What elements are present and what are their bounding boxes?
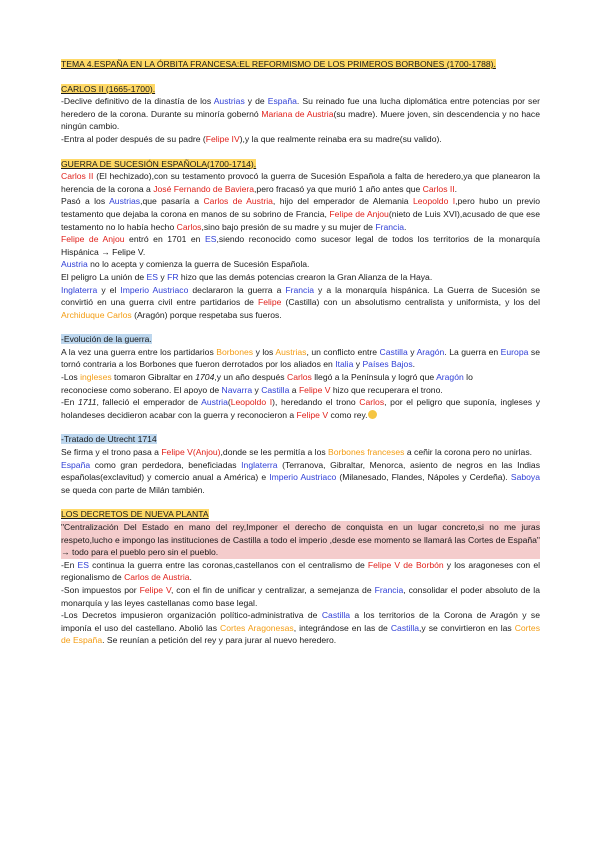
text-run: ,pero fracasó ya que murió 1 año antes que — [254, 183, 423, 194]
paragraph — [61, 271, 540, 284]
text-run: se tornó contraria a los Borbones que fueron derrotados por los aliados en — [61, 346, 540, 370]
section-heading-guerra: GUERRA DE SUCESIÓN ESPAÑOLA(1700-1714). — [61, 158, 257, 169]
document-title — [61, 58, 540, 71]
paragraph — [61, 559, 540, 584]
text-run: declararon la guerra a — [188, 284, 286, 295]
text-run: ES — [205, 234, 217, 245]
text-run: España — [267, 96, 297, 107]
text-run: y — [252, 384, 262, 395]
paragraph — [61, 258, 540, 271]
text-run: . La guerra en — [444, 346, 501, 357]
text-run: Inglaterra — [61, 284, 98, 295]
text-run: continua la guerra entre las coronas,castellanos con el centralismo de — [88, 559, 368, 570]
text-run: Austrias — [109, 196, 141, 207]
text-run: -Son impuestos por — [61, 584, 140, 595]
text-run: a ceñir la corona pero no unirlas. — [404, 447, 533, 458]
text-run: Aragón — [416, 346, 445, 357]
text-run: Francia — [375, 221, 405, 232]
paragraph — [61, 459, 540, 497]
text-run: , un conflicto entre — [306, 346, 380, 357]
text-run: (El hechizado),con su testamento provocó la guerra de Sucesión Española a falta de heredero,ya que planearon la herencia de la corona a — [61, 171, 540, 194]
text-run: Felipe IV — [205, 133, 240, 144]
text-run: ,pero hubo un previo testamento que dejaba la corona en manos de su sobrino de Francia, — [61, 196, 540, 219]
text-run: Leopoldo I — [412, 196, 456, 207]
text-run: y — [353, 359, 363, 370]
text-run: hizo que recuperara el trono. — [330, 384, 443, 395]
text-run: -Entra al poder después de su padre ( — [61, 133, 206, 144]
paragraph — [61, 371, 540, 384]
text-run: -En — [61, 559, 78, 570]
paragraph — [61, 584, 540, 609]
text-run: , con el fin de unificar y centralizar, a semejanza de — [170, 584, 375, 595]
text-run: a — [289, 384, 299, 395]
text-run: Felipe V(Anjou) — [161, 447, 221, 458]
section-carlos-ii — [61, 83, 540, 146]
text-run: Austrias — [275, 346, 307, 357]
text-run: . — [189, 572, 192, 583]
text-run: ( — [227, 397, 231, 408]
text-run: Carlos II — [422, 183, 455, 194]
text-run: ingleses — [80, 372, 112, 383]
section-utrecht — [61, 433, 540, 496]
text-run: A la vez una guerra entre los partidarios — [61, 346, 217, 357]
text-run: , consolidar el poder absoluto de la monarquía y las leyes castellanas como base legal. — [61, 584, 540, 608]
text-run: ES — [146, 271, 158, 282]
text-run: Carlos — [286, 372, 312, 383]
text-run: Aragón — [436, 372, 464, 383]
text-run: España — [61, 459, 91, 470]
text-run: Francia — [374, 584, 404, 595]
text-run: ), heredando el trono — [272, 397, 360, 408]
text-run: Carlos de Austria — [203, 196, 273, 207]
section-heading-utrecht: -Tratado de Utrecht 1714 — [61, 434, 157, 445]
text-run: entró en 1701 en — [124, 234, 205, 245]
text-run: -En — [61, 397, 79, 408]
quote-block: "Centralización Del Estado en mano del rey,Imponer el derecho de conquista en un lugar concreto,si no me juras respeto,lucho e impongo las instituciones de Castilla a todo el imperio ,desde ese momento se llamará las Cortes de España" → todo para el pueblo pero sin el pueblo. — [61, 522, 540, 558]
paragraph — [61, 195, 540, 233]
rich-text — [61, 397, 540, 420]
text-run: Felipe — [257, 297, 282, 308]
text-run: Se firma y el trono pasa a — [61, 447, 162, 458]
paragraph — [61, 384, 540, 397]
text-run: hizo que las demás potencias crearon la Gran Alianza de la Haya. — [178, 271, 433, 282]
text-run: Felipe V — [139, 584, 171, 595]
paragraph — [61, 609, 540, 647]
text-run: Castilla — [379, 346, 408, 357]
text-run: Mariana de Austria — [261, 108, 334, 119]
text-run: Austrias — [213, 96, 245, 107]
text-run: ES — [77, 559, 89, 570]
text-run: Francia — [285, 284, 315, 295]
text-run: . — [454, 183, 458, 194]
text-run: Archiduque Carlos — [61, 309, 132, 320]
text-run: Europa — [500, 346, 529, 357]
text-run: reconociese como soberano. El apoyo de — [61, 384, 222, 395]
text-run: , hijo del emperador de Alemania — [272, 196, 413, 207]
text-run: Austria — [61, 259, 88, 270]
text-run: Carlos de Austria — [124, 572, 190, 583]
text-run: Felipe de Anjou — [329, 208, 389, 219]
text-run: Carlos II — [61, 171, 94, 182]
text-run: ,donde se les permitía a los — [220, 447, 329, 458]
text-run: Italia — [335, 359, 354, 370]
text-run: Borbones — [216, 346, 254, 357]
text-run: y — [158, 271, 168, 282]
text-run: Países Bajos — [362, 359, 413, 370]
text-run: (Castilla) con un absolutismo centralista y uniformista, y los del — [281, 297, 540, 308]
section-heading-evolucion: -Evolución de la guerra. — [61, 334, 152, 345]
paragraph — [61, 95, 540, 133]
text-run: Imperio Austriaco — [269, 472, 337, 483]
text-run: Felipe de Anjou — [61, 234, 125, 245]
text-run: , integrándose en las de — [293, 622, 391, 633]
text-run: ,sino bajo presión de su madre y su mujer de — [201, 221, 376, 232]
text-run: Navarra — [221, 384, 253, 395]
text-run: (Terranova, Gibraltar, Menorca, asiento de negros en las Indias españolas(exclavitud) y comercio anual a América) e — [61, 459, 540, 483]
text-run: llegó a la Península y logró que — [311, 372, 437, 383]
text-run: como gran perdedora, beneficiadas — [90, 459, 242, 470]
text-run: José Fernando de Baviera — [153, 183, 255, 194]
smiling-face-emoji-icon — [368, 410, 377, 419]
text-run: Imperio Austriaco — [120, 284, 189, 295]
text-run: Castilla — [321, 610, 351, 621]
text-run: FR — [167, 271, 179, 282]
text-run: Austria — [201, 397, 228, 408]
text-run: -Declive definitivo de la dinastía de los — [61, 96, 214, 107]
text-run: (Aragón) porque respetaba sus fueros. — [131, 309, 282, 320]
section-guerra-sucesion — [61, 158, 540, 322]
text-run: -Los Decretos impusieron organización político-administrativa de — [61, 610, 322, 621]
text-run: , falleció el emperador de — [96, 397, 202, 408]
text-run: Pasó a los — [61, 196, 110, 207]
text-run: Inglaterra — [241, 459, 278, 470]
text-run: Castilla — [261, 384, 290, 395]
title-text: TEMA 4.ESPAÑA EN LA ÓRBITA FRANCESA:EL REFORMISMO DE LOS PRIMEROS BORBONES (1700-1788). — [61, 59, 496, 69]
text-run: . — [412, 359, 416, 370]
text-run: Felipe V de Borbón — [367, 559, 444, 570]
text-run: Leopoldo I — [230, 397, 273, 408]
paragraph — [61, 233, 540, 258]
text-run: ,y se convirtieron en las — [419, 622, 515, 633]
text-run: -Los — [61, 372, 81, 383]
text-run: y a la monarquía hispánica. La Guerra de Sucesión se convirtió en una guerra civil entre partidarios de — [61, 284, 540, 308]
text-run: Carlos — [176, 221, 202, 232]
text-run: 1711 — [78, 397, 97, 408]
paragraph — [61, 170, 540, 195]
text-run: y de — [244, 96, 268, 107]
section-evolucion — [61, 333, 540, 421]
text-run: ),y la que realmente reinaba era su madre(su valido). — [239, 133, 442, 144]
text-run: Borbones franceses — [328, 447, 405, 458]
text-run: y los — [253, 346, 276, 357]
text-run: y — [407, 346, 417, 357]
text-run: Felipe V — [298, 384, 331, 395]
text-run: El peligro La unión de — [61, 271, 147, 282]
text-run: lo — [463, 372, 473, 383]
text-run: Felipe V — [296, 409, 329, 420]
text-run: , por el peligro que suponía, ingleses y holandeses decidieron acabar con la guerra y reconocieron a — [61, 397, 540, 420]
document-page — [61, 58, 540, 647]
text-run: Castilla — [390, 622, 420, 633]
text-run: (su madre). Muere joven, sin descendencia y no hace ningún cambio. — [61, 108, 540, 132]
text-run: no lo acepta y comienza la guerra de Sucesión Española. — [87, 259, 310, 270]
text-run: ,siendo reconocido como sucesor legal de todos los territorios de la monarquía Hispánica → Felipe V. — [61, 234, 540, 257]
text-run: Cortes de España — [61, 622, 540, 646]
text-run: Cortes Aragonesas — [220, 622, 294, 633]
paragraph — [61, 396, 540, 421]
paragraph — [61, 284, 540, 322]
text-run: . Se reunían a petición del rey y para jurar al nuevo heredero. — [102, 635, 337, 646]
text-run: ,que pasaría a — [140, 196, 204, 207]
text-run: y los aragoneses con el regionalismo de — [61, 559, 541, 583]
section-decretos — [61, 508, 540, 647]
text-run: (Milanesado, Flandes, Nápoles y Cerdeña). — [336, 472, 511, 483]
text-run: ,y un año después — [214, 372, 287, 383]
text-run: . Su reinado fue una lucha diplomática entre potencias por ser heredero de la corona. Durante su minoría gobernó — [61, 96, 540, 119]
text-run: tomaron Gibraltar en — [111, 372, 196, 383]
section-heading-decretos: LOS DECRETOS DE NUEVA PLANTA — [61, 509, 209, 520]
paragraph — [61, 133, 540, 146]
paragraph — [61, 446, 540, 459]
text-run: a los territorios de la Corona de Aragón y se imponía el uso del castellano. Abolió las — [61, 610, 541, 633]
text-run: se queda con parte de Milán también. — [61, 484, 205, 495]
text-run: como rey. — [328, 409, 368, 420]
text-run: Saboya — [510, 472, 541, 483]
section-heading-carlos: CARLOS II (1665-1700). — [61, 83, 156, 94]
text-run: y el — [97, 284, 121, 295]
text-run: . — [404, 221, 407, 232]
text-run: 1704 — [195, 372, 215, 383]
text-run: Carlos — [359, 397, 385, 408]
text-run: (nieto de Luis XVI),acusado de que ese testamento no lo había hecho — [61, 208, 540, 232]
paragraph — [61, 346, 540, 371]
